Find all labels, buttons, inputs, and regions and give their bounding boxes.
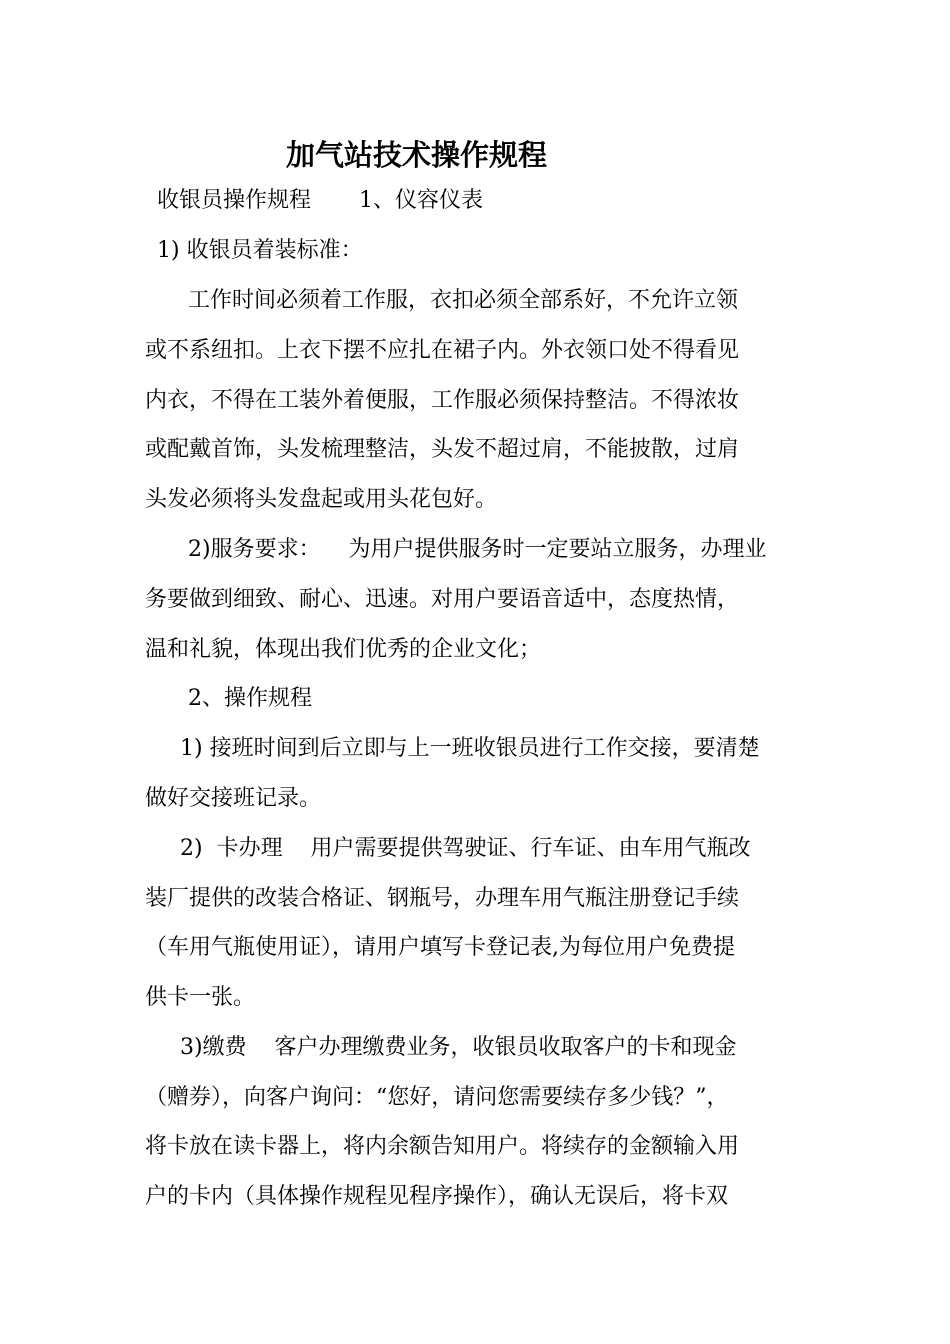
paragraph-line: （车用气瓶使用证），请用户填写卡登记表,为每位用户免费提	[145, 935, 735, 960]
paragraph-line: 3)缴费 客户办理缴费业务，收银员收取客户的卡和现金	[180, 1035, 737, 1060]
paragraph-line: 做好交接班记录。	[145, 786, 322, 811]
paragraph-line: 温和礼貌，体现出我们优秀的企业文化；	[145, 637, 542, 662]
paragraph-line: 将卡放在读卡器上，将内余额告知用户。将续存的金额输入用	[145, 1134, 740, 1159]
paragraph-line: 或不系纽扣。上衣下摆不应扎在裙子内。外衣领口处不得看见	[145, 338, 740, 363]
paragraph-line: 装厂提供的改装合格证、钢瓶号，办理车用气瓶注册登记手续	[145, 886, 740, 911]
paragraph-line: 头发必须将头发盘起或用头花包好。	[145, 487, 498, 512]
document-title: 加气站技术操作规程	[286, 138, 548, 172]
paragraph-line: 2) 卡办理 用户需要提供驾驶证、行车证、由车用气瓶改	[180, 836, 751, 861]
paragraph-line: 1) 收银员着装标准：	[157, 238, 363, 263]
paragraph-line: 工作时间必须着工作服，衣扣必须全部系好，不允许立领	[188, 288, 739, 313]
paragraph-line: 2)服务要求： 为用户提供服务时一定要站立服务，办理业	[188, 537, 767, 562]
paragraph-line: 户的卡内（具体操作规程见程序操作），确认无误后，将卡双	[145, 1184, 729, 1209]
paragraph-line: 1) 接班时间到后立即与上一班收银员进行工作交接，要清楚	[180, 736, 760, 761]
paragraph-line: 供卡一张。	[145, 985, 256, 1010]
paragraph-line: 或配戴首饰，头发梳理整洁，头发不超过肩，不能披散，过肩	[145, 437, 740, 462]
section-heading-part-b: 1、仪容仪表	[359, 188, 484, 213]
section-heading-part-a: 收银员操作规程	[157, 188, 312, 213]
paragraph-line: 2、操作规程	[188, 686, 312, 711]
paragraph-line: 内衣，不得在工装外着便服，工作服必须保持整洁。不得浓妆	[145, 388, 740, 413]
paragraph-line: 务要做到细致、耐心、迅速。对用户要语音适中，态度热情，	[145, 587, 740, 612]
section-heading	[157, 186, 483, 216]
paragraph-line: （赠券），向客户询问：“您好，请问您需要续存多少钱？”，	[145, 1085, 729, 1110]
